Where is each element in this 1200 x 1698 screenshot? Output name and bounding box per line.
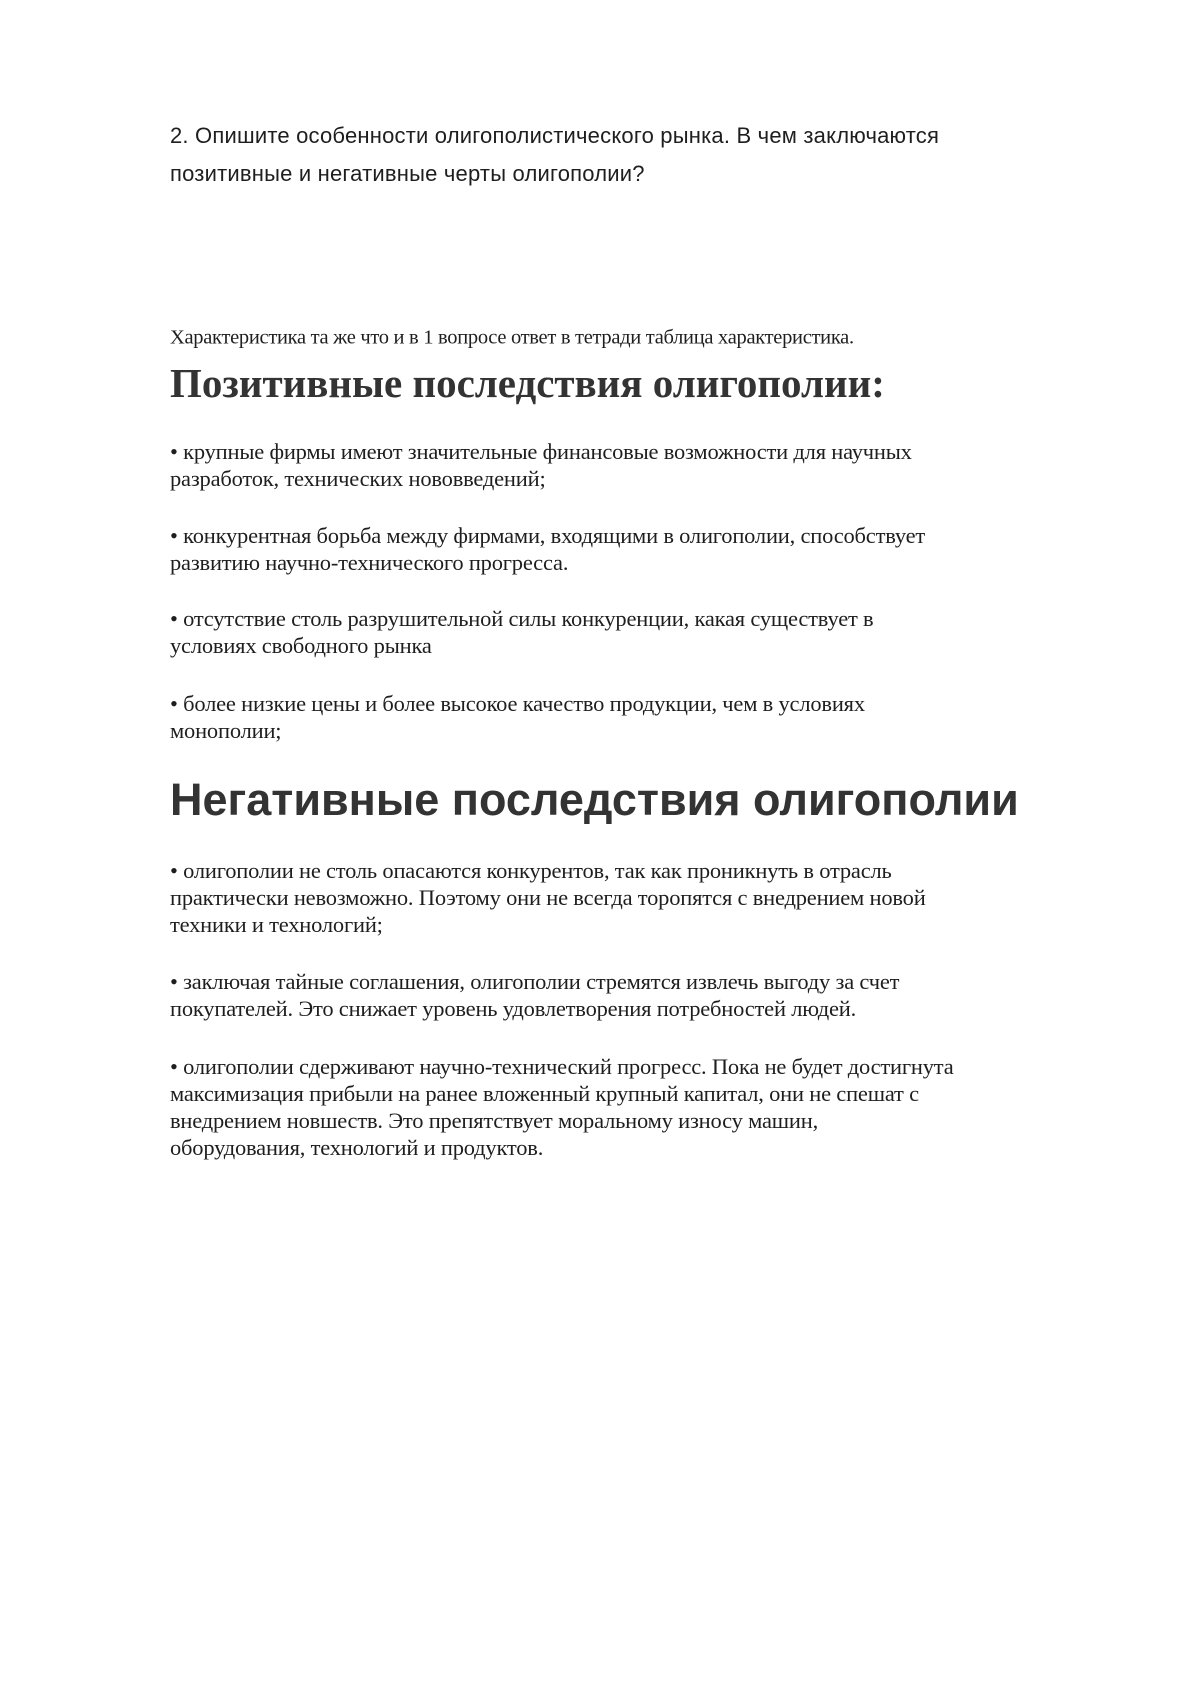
list-item-line: • более низкие цены и более высокое качество продукции, чем в условиях bbox=[170, 691, 865, 716]
list-item-line: • крупные фирмы имеют значительные финансовые возможности для научных bbox=[170, 439, 912, 464]
negative-heading: Негативные последствия олигополии bbox=[170, 774, 1019, 825]
list-item-line: разработок, технических нововведений; bbox=[170, 466, 546, 491]
list-item-line: оборудования, технологий и продуктов. bbox=[170, 1135, 544, 1160]
list-item-line: покупателей. Это снижает уровень удовлетворения потребностей людей. bbox=[170, 996, 857, 1021]
list-item-line: максимизация прибыли на ранее вложенный крупный капитал, они не спешат с bbox=[170, 1081, 919, 1106]
note-text: Характеристика та же что и в 1 вопросе ответ в тетради таблица характеристика. bbox=[170, 326, 854, 349]
list-item-line: • олигополии не столь опасаются конкурентов, так как проникнуть в отрасль bbox=[170, 858, 892, 883]
list-item-line: • олигополии сдерживают научно-технический прогресс. Пока не будет достигнута bbox=[170, 1054, 954, 1079]
list-item-line: внедрением новшеств. Это препятствует моральному износу машин, bbox=[170, 1108, 818, 1133]
positive-heading: Позитивные последствия олигополии: bbox=[170, 360, 885, 406]
list-item-line: практически невозможно. Поэтому они не всегда торопятся с внедрением новой bbox=[170, 885, 926, 910]
list-item-line: • конкурентная борьба между фирмами, входящими в олигополии, способствует bbox=[170, 523, 926, 548]
question-line: 2. Опишите особенности олигополистического рынка. В чем заключаются bbox=[170, 123, 940, 148]
list-item-line: монополии; bbox=[170, 718, 282, 743]
list-item-line: развитию научно-технического прогресса. bbox=[170, 550, 569, 575]
list-item-line: условиях свободного рынка bbox=[170, 633, 432, 658]
list-item-line: техники и технологий; bbox=[170, 912, 383, 937]
question-line: позитивные и негативные черты олигополии? bbox=[170, 161, 645, 186]
list-item-line: • заключая тайные соглашения, олигополии стремятся извлечь выгоду за счет bbox=[170, 969, 900, 994]
list-item-line: • отсутствие столь разрушительной силы конкуренции, какая существует в bbox=[170, 606, 874, 631]
